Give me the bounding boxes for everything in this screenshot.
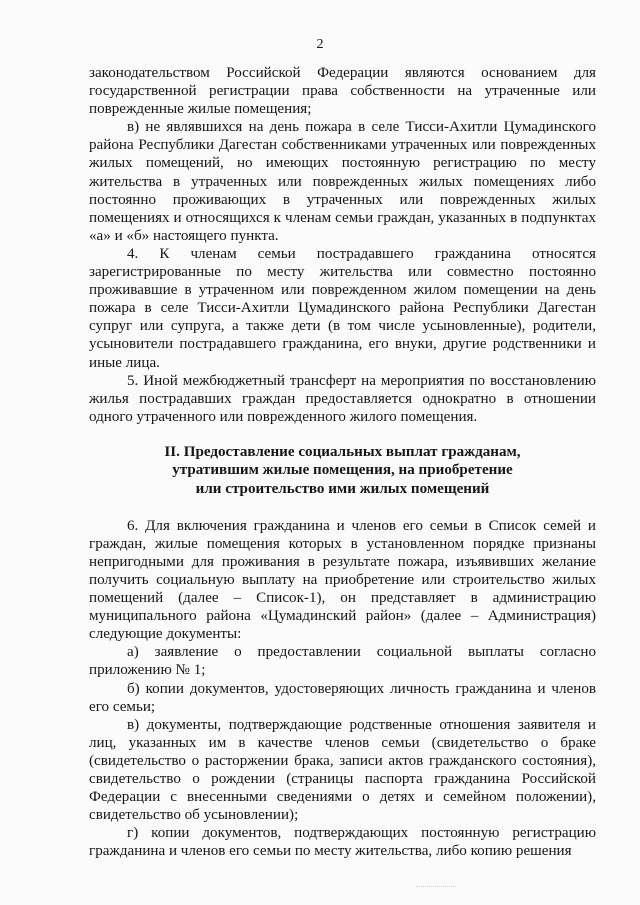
paragraph-item-v: в) не являвшихся на день пожара в селе Тисси-Ахитли Цумадинского района Республики Дагестан собственниками утраченных или поврежденных жилых помещений, но имеющих постоянную регистрацию по месту жительства в утраченных или поврежденных жилых помещениях либо постоянно проживающих в утраченных или поврежденных жилых помещениях и относящихся к членам семьи граждан, указанных в подпунктах «а» и «б» настоящего пункта. (89, 119, 596, 244)
paragraph-item-a: а) заявление о предоставлении социальной выплаты согласно приложению № 1; (89, 644, 596, 679)
scan-artifact (416, 886, 456, 890)
section-heading-line: утратившим жилые помещения, на приобретение (172, 462, 513, 479)
document-body (89, 64, 596, 860)
paragraph-6: 6. Для включения гражданина и членов его семьи в Список семей и граждан, жилые помещения которых в установленном порядке признаны непригодными для проживания в результате пожара, изъявивших желание получить социальную выплату на приобретение или строительство жилых помещений (далее – Список-1), он представляет в администрацию муниципального района «Цумадинский район» (далее – Администрация) следующие документы: (89, 517, 596, 643)
paragraph-5: 5. Иной межбюджетный трансферт на мероприятия по восстановлению жилья пострадавших граждан предоставляется однократно в отношении одного утраченного или поврежденного жилого помещения. (89, 372, 596, 425)
paragraph-item-g: г) копии документов, подтверждающих постоянную регистрацию гражданина и членов его семьи по месту жительства, либо копию решения (89, 825, 596, 860)
section-heading-line: II. Предоставление социальных выплат гражданам, (164, 443, 521, 460)
paragraph-item-v2: в) документы, подтверждающие родственные отношения заявителя и лиц, указанных им в качестве членов семьи (свидетельство о браке (свидетельство о расторжении брака, записи актов гражданского состояния), свидетельство о рождении (страницы паспорта гражданина Российской Федерации с внесенными сведениями о детях и семейном положении), свидетельство об усыновлении); (89, 716, 596, 824)
paragraph-4: 4. К членам семьи пострадавшего гражданина относятся зарегистрированные по месту жительства или совместно постоянно проживавшие в утраченном или поврежденном жилом помещении на день пожара в селе Тисси-Ахитли Цумадинского района Республики Дагестан супруг или супруга, а также дети (в том числе усыновленные), родители, усыновители пострадавшего гражданина, его внуки, другие родственники и иные лица. (89, 245, 596, 371)
paragraph-item-b: б) копии документов, удостоверяющих личность гражданина и членов его семьи; (89, 680, 596, 715)
page-number: 2 (316, 37, 324, 52)
section-heading (89, 443, 596, 499)
section-heading-line: или строительство ими жилых помещений (195, 481, 490, 498)
paragraph-continuation: законодательством Российской Федерации являются основанием для государственной регистрации права собственности на утраченные или поврежденные жилые помещения; (89, 65, 596, 118)
